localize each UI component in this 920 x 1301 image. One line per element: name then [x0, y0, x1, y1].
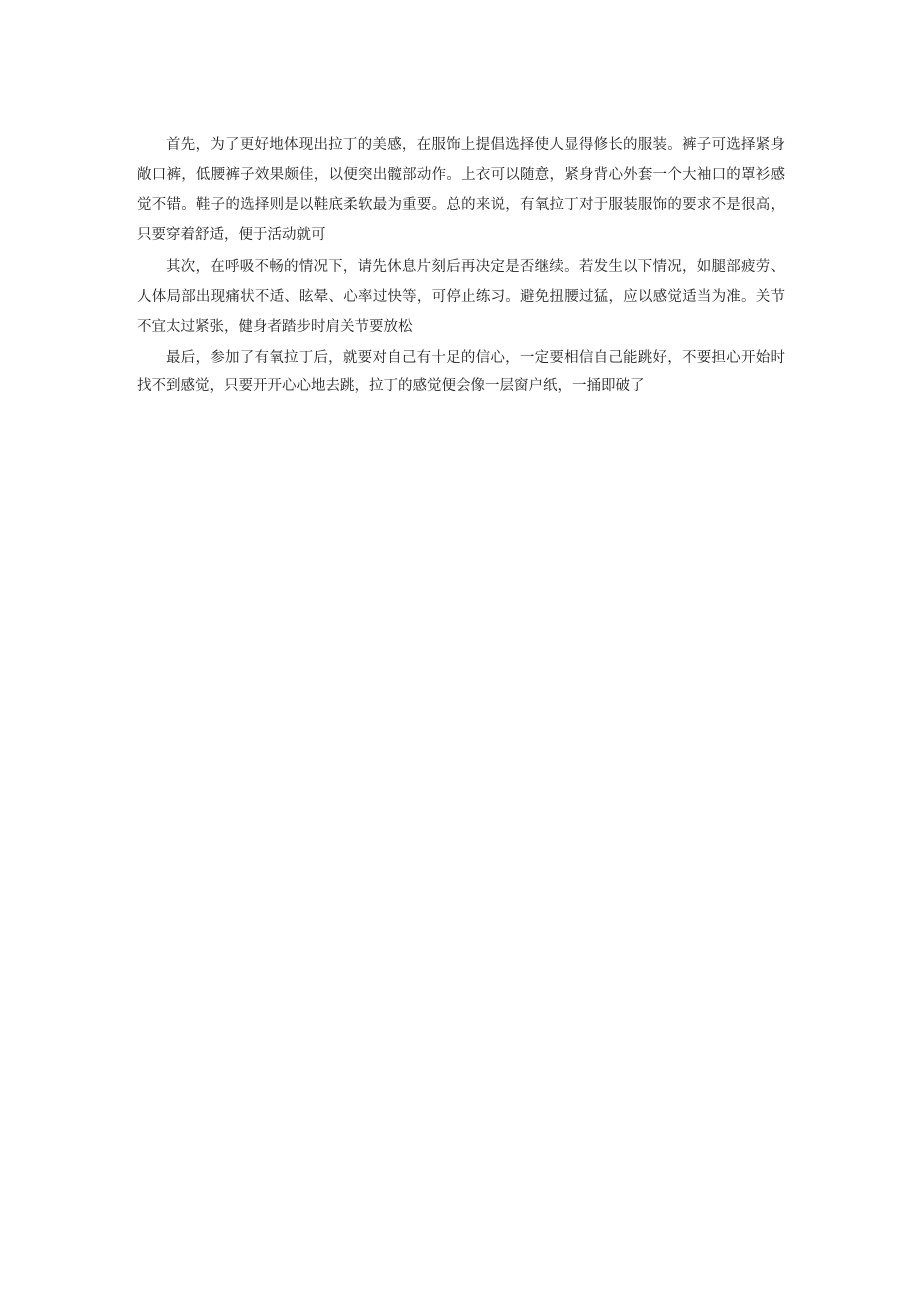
paragraph-breathing: 其次，在呼吸不畅的情况下，请先休息片刻后再决定是否继续。若发生以下情况，如腿部疲劳、人体局部出现痛状不适、眩晕、心率过快等，可停止练习。避免扭腰过猛，应以感觉适当为准。关节不宜太过紧张，健身者踏步时肩关节要放松: [137, 259, 785, 335]
paragraph-confidence: 最后，参加了有氧拉丁后，就要对自己有十足的信心，一定要相信自己能跳好，不要担心开始时找不到感觉，只要开开心心地去跳，拉丁的感觉便会像一层窗户纸，一捅即破了: [137, 350, 785, 394]
paragraph-clothing: 首先，为了更好地体现出拉丁的美感，在服饰上提倡选择使人显得修长的服装。裤子可选择紧身敞口裤，低腰裤子效果颇佳，以便突出髋部动作。上衣可以随意，紧身背心外套一个大袖口的罩衫感觉不错。鞋子的选择则是以鞋底柔软最为重要。总的来说，有氧拉丁对于服装服饰的要求不是很高，只要穿着舒适，便于活动就可: [137, 137, 785, 243]
document-body: [137, 130, 785, 400]
